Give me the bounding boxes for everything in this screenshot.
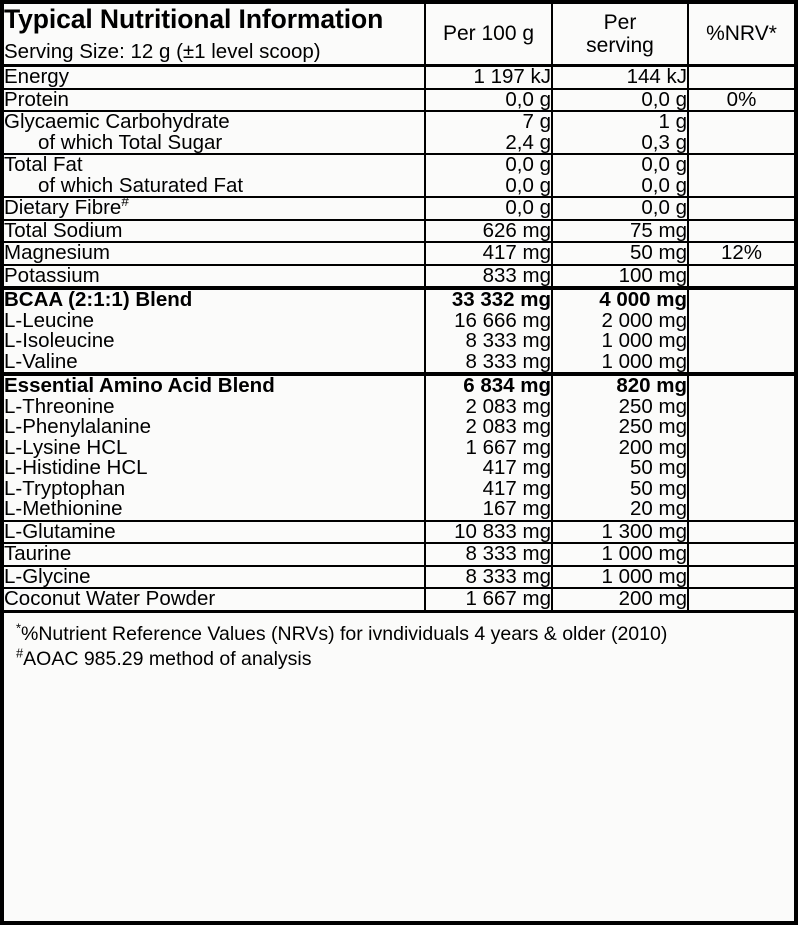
value-nrv — [688, 588, 794, 610]
value-nrv — [688, 311, 794, 332]
value-nrv — [688, 374, 794, 397]
nutrient-name: Coconut Water Powder — [4, 588, 425, 610]
value-per-serving: 100 mg — [552, 265, 688, 289]
nutrient-name: L-Glycine — [4, 566, 425, 589]
value-nrv — [688, 111, 794, 133]
column-header-nrv: %NRV* — [688, 4, 794, 66]
table-row — [4, 331, 794, 352]
table-body — [4, 66, 794, 610]
table-row — [4, 438, 794, 459]
value-per-serving: 4 000 mg — [552, 288, 688, 311]
value-per-serving: 1 000 mg — [552, 566, 688, 589]
value-per-100g: 833 mg — [425, 265, 552, 289]
nutrient-name: Total Fat — [4, 154, 425, 176]
table-row — [4, 499, 794, 521]
value-per-100g: 417 mg — [425, 242, 552, 265]
value-per-serving: 0,0 g — [552, 176, 688, 198]
value-per-serving: 820 mg — [552, 374, 688, 397]
value-per-serving: 0,3 g — [552, 133, 688, 155]
table-row — [4, 374, 794, 397]
column-header-per-serving — [552, 4, 688, 66]
nutrient-name: L-Lysine HCL — [4, 435, 128, 459]
value-per-serving: 1 300 mg — [552, 521, 688, 544]
value-nrv — [688, 499, 794, 521]
nutrient-name: L-Glutamine — [4, 521, 425, 544]
value-per-100g: 8 333 mg — [425, 566, 552, 589]
value-per-100g: 417 mg — [425, 479, 552, 500]
table-row — [4, 89, 794, 112]
table-row — [4, 521, 794, 544]
footnote-aoac-text: AOAC 985.29 method of analysis — [23, 647, 312, 670]
value-per-100g: 33 332 mg — [425, 288, 552, 311]
footnote-nrv-text: %Nutrient Reference Values (NRVs) for ivndividuals 4 years & older (2010) — [21, 622, 668, 645]
table-row — [4, 311, 794, 332]
nutrient-name: L-Histidine HCL — [4, 456, 148, 480]
value-per-100g: 7 g — [425, 111, 552, 133]
value-nrv — [688, 352, 794, 375]
table-row — [4, 133, 794, 155]
column-header-per-serving-line2: serving — [586, 34, 654, 58]
table-title-cell — [4, 4, 425, 66]
value-per-100g: 2,4 g — [425, 133, 552, 155]
nutrient-name: L-Valine — [4, 349, 78, 373]
value-nrv — [688, 220, 794, 243]
nutrition-table — [4, 4, 794, 610]
nutrient-name: L-Threonine — [4, 394, 115, 418]
value-per-serving: 0,0 g — [552, 89, 688, 112]
table-row — [4, 288, 794, 311]
value-nrv: 0% — [688, 89, 794, 112]
value-per-100g: 0,0 g — [425, 176, 552, 198]
value-per-serving: 250 mg — [552, 397, 688, 418]
table-row — [4, 417, 794, 438]
value-nrv — [688, 176, 794, 198]
value-per-100g: 0,0 g — [425, 154, 552, 176]
value-per-100g: 8 333 mg — [425, 543, 552, 566]
value-per-100g: 417 mg — [425, 458, 552, 479]
value-per-serving: 20 mg — [552, 499, 688, 521]
value-per-serving: 144 kJ — [552, 66, 688, 89]
value-per-serving: 50 mg — [552, 479, 688, 500]
value-per-serving: 0,0 g — [552, 154, 688, 176]
table-row — [4, 566, 794, 589]
footnote-marker-hash: # — [16, 645, 24, 661]
value-per-100g: 1 667 mg — [425, 438, 552, 459]
nutrient-name: Taurine — [4, 543, 425, 566]
value-nrv — [688, 417, 794, 438]
value-per-serving: 0,0 g — [552, 197, 688, 220]
table-row — [4, 111, 794, 133]
nutrient-name: Total Sodium — [4, 220, 425, 243]
value-nrv — [688, 288, 794, 311]
value-per-serving: 1 000 mg — [552, 331, 688, 352]
value-per-serving: 1 g — [552, 111, 688, 133]
table-row — [4, 458, 794, 479]
value-per-100g: 0,0 g — [425, 197, 552, 220]
nutrient-name: Magnesium — [4, 242, 425, 265]
value-per-100g: 16 666 mg — [425, 311, 552, 332]
footnote-aoac — [16, 647, 794, 672]
table-row — [4, 220, 794, 243]
nutrient-name: L-Phenylalanine — [4, 415, 152, 439]
nutrient-name-superscript: # — [121, 194, 129, 210]
value-nrv — [688, 397, 794, 418]
nutrient-name: L-Isoleucine — [4, 329, 115, 353]
value-per-serving: 200 mg — [552, 438, 688, 459]
nutrient-name: Glycaemic Carbohydrate — [4, 111, 425, 133]
table-row — [4, 352, 794, 375]
nutrient-name: Potassium — [4, 265, 425, 289]
value-per-serving: 75 mg — [552, 220, 688, 243]
table-row — [4, 543, 794, 566]
page-title: Typical Nutritional Information — [4, 4, 384, 34]
column-header-per-100g: Per 100 g — [425, 4, 552, 66]
value-per-100g: 8 333 mg — [425, 352, 552, 375]
value-per-100g: 1 667 mg — [425, 588, 552, 610]
value-per-100g: 626 mg — [425, 220, 552, 243]
value-per-serving: 250 mg — [552, 417, 688, 438]
nutrient-name: L-Leucine — [4, 308, 95, 332]
value-per-100g: 6 834 mg — [425, 374, 552, 397]
footnote-nrv — [16, 622, 794, 647]
nutrient-name-text: Dietary Fibre — [4, 196, 122, 220]
serving-size-label: Serving Size: 12 g (±1 level scoop) — [4, 39, 321, 63]
table-row — [4, 197, 794, 220]
nutrient-name: of which Total Sugar — [38, 130, 223, 154]
value-per-100g: 0,0 g — [425, 89, 552, 112]
value-per-100g: 167 mg — [425, 499, 552, 521]
value-per-serving: 50 mg — [552, 458, 688, 479]
value-per-serving: 200 mg — [552, 588, 688, 610]
value-nrv — [688, 521, 794, 544]
value-nrv — [688, 154, 794, 176]
table-header-row — [4, 4, 794, 66]
value-per-100g: 1 197 kJ — [425, 66, 552, 89]
nutrient-name: L-Tryptophan — [4, 476, 126, 500]
nutrient-name: of which Saturated Fat — [38, 173, 244, 197]
nutrient-name: Protein — [4, 89, 425, 112]
nutrient-name: Energy — [4, 66, 425, 89]
table-row — [4, 397, 794, 418]
table-row — [4, 154, 794, 176]
value-nrv — [688, 66, 794, 89]
value-per-100g: 8 333 mg — [425, 331, 552, 352]
nutrient-name: L-Methionine — [4, 497, 123, 521]
nutrient-name — [4, 194, 425, 220]
table-row — [4, 588, 794, 610]
table-header-group — [4, 4, 794, 66]
table-row — [4, 242, 794, 265]
value-per-serving: 2 000 mg — [552, 311, 688, 332]
value-per-serving: 1 000 mg — [552, 543, 688, 566]
value-nrv — [688, 133, 794, 155]
table-row — [4, 479, 794, 500]
value-nrv — [688, 458, 794, 479]
value-nrv — [688, 265, 794, 289]
value-nrv — [688, 479, 794, 500]
table-row — [4, 66, 794, 89]
value-per-serving: 1 000 mg — [552, 352, 688, 375]
value-per-100g: 10 833 mg — [425, 521, 552, 544]
nutrient-name: BCAA (2:1:1) Blend — [4, 288, 425, 311]
footnotes-section — [4, 610, 794, 921]
column-header-per-serving-line1: Per — [603, 10, 637, 34]
value-nrv — [688, 543, 794, 566]
value-nrv — [688, 438, 794, 459]
table-row — [4, 265, 794, 289]
nutrient-name: Essential Amino Acid Blend — [4, 374, 425, 397]
value-nrv — [688, 331, 794, 352]
value-nrv — [688, 566, 794, 589]
value-nrv — [688, 197, 794, 220]
footnote-marker-asterisk: * — [16, 620, 22, 636]
value-per-serving: 50 mg — [552, 242, 688, 265]
value-nrv: 12% — [688, 242, 794, 265]
value-per-100g: 2 083 mg — [425, 397, 552, 418]
value-per-100g: 2 083 mg — [425, 417, 552, 438]
